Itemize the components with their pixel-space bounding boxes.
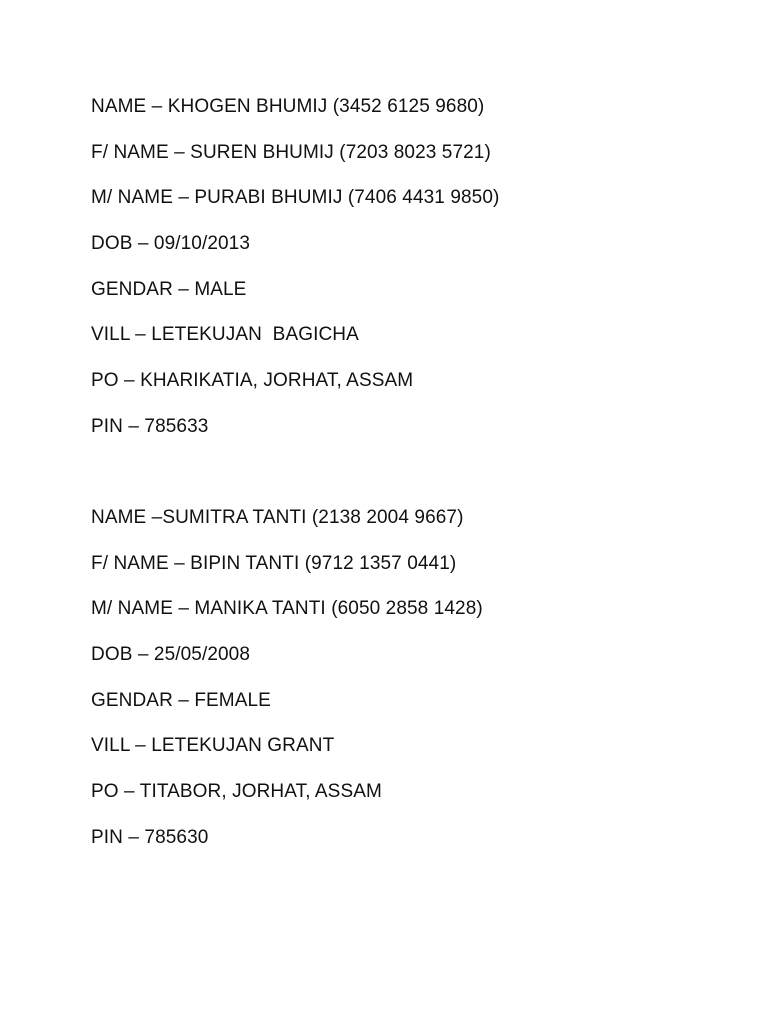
post-office-line: PO – KHARIKATIA, JORHAT, ASSAM	[91, 370, 414, 392]
village-line: VILL – LETEKUJAN BAGICHA	[91, 324, 359, 346]
father-name-line: F/ NAME – BIPIN TANTI (9712 1357 0441)	[91, 552, 457, 574]
record-sumitra-tanti	[91, 506, 731, 872]
mother-name-line: M/ NAME – PURABI BHUMIJ (7406 4431 9850)	[91, 187, 500, 209]
pin-line: PIN – 785630	[91, 826, 209, 848]
record-khogen-bhumij	[91, 95, 731, 461]
pin-line: PIN – 785633	[91, 415, 209, 437]
village-line: VILL – LETEKUJAN GRANT	[91, 735, 335, 757]
post-office-line: PO – TITABOR, JORHAT, ASSAM	[91, 781, 382, 803]
gender-line: GENDAR – FEMALE	[91, 689, 271, 711]
name-line: NAME – KHOGEN BHUMIJ (3452 6125 9680)	[91, 96, 485, 117]
mother-name-line: M/ NAME – MANIKA TANTI (6050 2858 1428)	[91, 598, 483, 620]
dob-line: DOB – 09/10/2013	[91, 233, 250, 255]
name-line: NAME –SUMITRA TANTI (2138 2004 9667)	[91, 507, 464, 528]
father-name-line: F/ NAME – SUREN BHUMIJ (7203 8023 5721)	[91, 141, 491, 163]
dob-line: DOB – 25/05/2008	[91, 644, 250, 666]
gender-line: GENDAR – MALE	[91, 278, 247, 300]
